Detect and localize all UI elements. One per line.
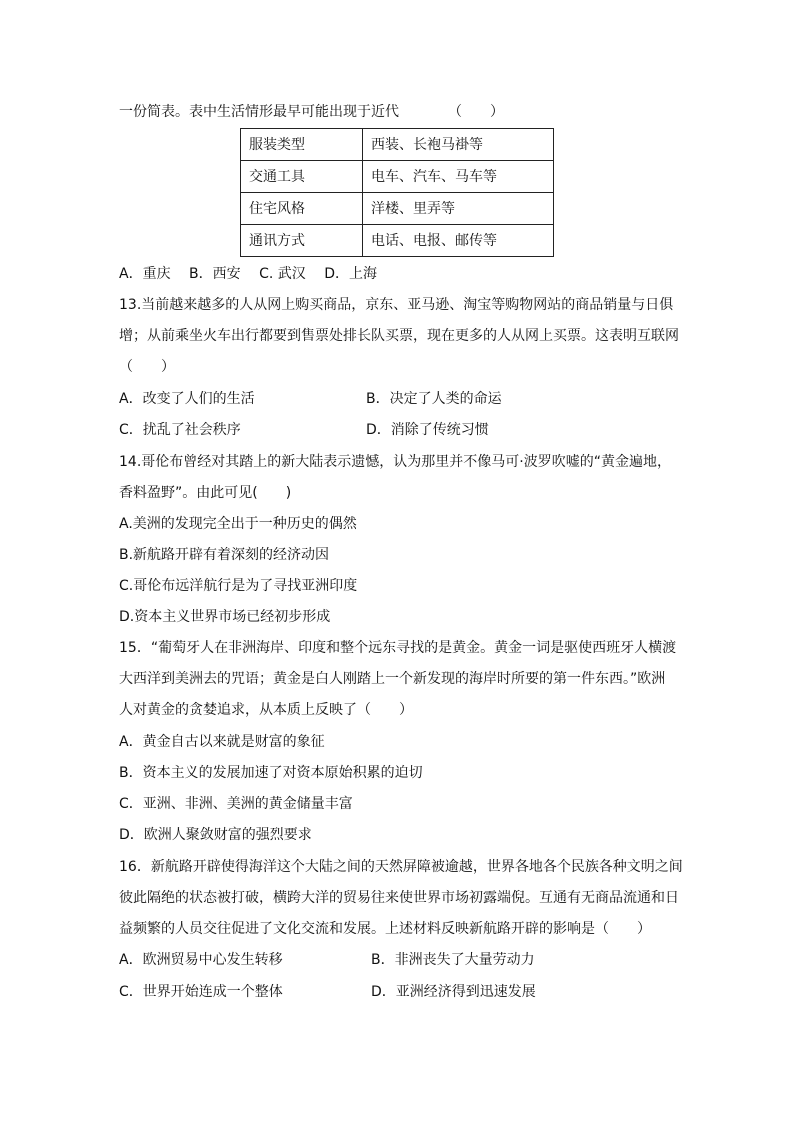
q16-stem-line-3: 益频繁的人员交往促进了文化交流和发展。上述材料反映新航路开辟的影响是（ ） <box>119 921 651 937</box>
question-intro-line: 一份简表。表中生活情形最早可能出现于近代 （ ） <box>119 104 504 120</box>
table-row <box>241 129 554 161</box>
q16-stem-line-1: 16．新航路开辟使得海洋这个大陆之间的天然屏障被逾越，世界各地各个民族各种文明之间 <box>119 859 683 875</box>
q15-option-b: B．资本主义的发展加速了对资本原始积累的迫切 <box>119 765 423 781</box>
table-row <box>241 193 554 225</box>
q14-stem-line-2: 香料盈野”。由此可见( ) <box>119 485 292 501</box>
q14-option-a: A.美洲的发现完全出于一种历史的偶然 <box>119 516 357 532</box>
q12-options <box>119 264 391 284</box>
table-cell-value: 电车、汽车、马车等 <box>363 161 554 193</box>
table-cell-value: 西装、长袍马褂等 <box>363 129 554 161</box>
q15-option-c: C．亚洲、非洲、美洲的黄金储量丰富 <box>119 796 353 812</box>
q13-option-b: B．决定了人类的命运 <box>366 391 502 407</box>
table-cell-label: 服装类型 <box>241 129 363 161</box>
q12-option-b: B．西安 <box>189 266 241 282</box>
q12-option-d: D．上海 <box>324 266 378 282</box>
q15-stem-line-1: 15．“葡萄牙人在非洲海岸、印度和整个远东寻找的是黄金。黄金一词是驱使西班牙人横渡 <box>119 640 677 656</box>
q16-option-c: C．世界开始连成一个整体 <box>119 984 283 1000</box>
q14-option-c: C.哥伦布远洋航行是为了寻找亚洲印度 <box>119 578 358 594</box>
q15-stem-line-3: 人对黄金的贪婪追求，从本质上反映了（ ） <box>119 702 413 718</box>
table-row <box>241 161 554 193</box>
q12-option-c: C. 武汉 <box>259 266 306 282</box>
q13-stem-line-3: （ ） <box>119 359 175 375</box>
q13-option-a: A．改变了人们的生活 <box>119 391 255 407</box>
q15-stem-line-2: 大西洋到美洲去的咒语；黄金是白人刚踏上一个新发现的海岸时所要的第一件东西。”欧洲 <box>119 671 666 687</box>
q14-option-b: B.新航路开辟有着深刻的经济动因 <box>119 547 330 563</box>
q16-option-d: D．亚洲经济得到迅速发展 <box>371 984 536 1000</box>
table-cell-value: 电话、电报、邮传等 <box>363 225 554 257</box>
q13-stem-line-1: 13.当前越来越多的人从网上购买商品，京东、亚马逊、淘宝等购物网站的商品销量与日俱 <box>119 297 674 313</box>
table-cell-label: 住宅风格 <box>241 193 363 225</box>
table-row <box>241 225 554 257</box>
q13-stem-line-2: 增；从前乘坐火车出行都要到售票处排长队买票，现在更多的人从网上买票。这表明互联网 <box>119 328 679 344</box>
table-cell-label: 通讯方式 <box>241 225 363 257</box>
q13-option-c: C．扰乱了社会秩序 <box>119 422 241 438</box>
table-cell-value: 洋楼、里弄等 <box>363 193 554 225</box>
q16-stem-line-2: 彼此隔绝的状态被打破，横跨大洋的贸易往来使世界市场初露端倪。互通有无商品流通和日 <box>119 890 679 906</box>
q15-option-d: D．欧洲人聚敛财富的强烈要求 <box>119 827 312 843</box>
q12-option-a: A．重庆 <box>119 266 171 282</box>
q15-option-a: A．黄金自古以来就是财富的象征 <box>119 734 325 750</box>
q14-stem-line-1: 14.哥伦布曾经对其踏上的新大陆表示遗憾，认为那里并不像马可·波罗吹嘘的“黄金遍地， <box>119 454 671 470</box>
q16-option-b: B．非洲丧失了大量劳动力 <box>371 952 535 968</box>
table-cell-label: 交通工具 <box>241 161 363 193</box>
q14-option-d: D.资本主义世界市场已经初步形成 <box>119 609 331 625</box>
q13-option-d: D．消除了传统习惯 <box>366 422 489 438</box>
q16-option-a: A．欧洲贸易中心发生转移 <box>119 952 283 968</box>
life-table <box>240 128 554 257</box>
